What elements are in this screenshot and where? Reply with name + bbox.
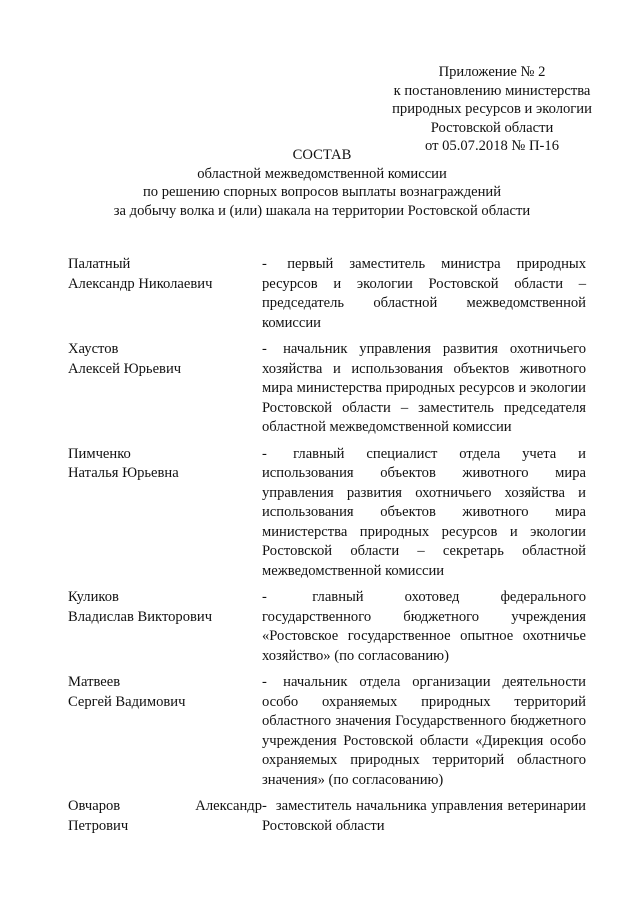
heading-line-2: по решению спорных вопросов выплаты вознаграждений [142,184,502,201]
member-surname: Хаустов [68,341,119,357]
document-title: СОСТАВ [292,147,352,163]
member-given-names: Петрович [68,817,129,834]
member-role [262,255,586,333]
member-name [68,673,262,790]
member-given-names: Сергей Вадимович [68,693,186,710]
member-row [68,255,586,333]
member-name [68,255,262,333]
appendix-header [380,63,604,156]
heading-line-1: областной межведомственной комиссии [197,165,447,182]
member-surname: Пимченко [68,445,131,462]
appendix-ministry-line: природных ресурсов и экологии [392,101,592,118]
member-given-names: Владислав Викторович [68,608,213,625]
member-given-names: Александр Николаевич [68,275,213,292]
member-name [68,340,262,438]
member-given-names: Наталья Юрьевна [68,465,179,481]
member-role-text: первый заместитель министра природных ресурсов и экологии Ростовской области – председатель областной межведомственной комиссии [262,256,586,331]
member-role [262,588,586,666]
member-role-text: заместитель начальника управления ветеринарии Ростовской области [262,798,586,834]
member-name [68,588,262,666]
appendix-resolution-line: к постановлению министерства [393,82,591,99]
member-row [68,445,586,582]
member-name [68,797,262,836]
heading-line-3: за добычу волка и (или) шакала на территории Ростовской области [113,202,531,219]
member-role-text: главный специалист отдела учета и использования объектов животного мира управления развития охотничьего хозяйства и использования объектов животного мира министерства природных ресурсов и экологии Ростовской области – секретарь областной межведомственной комиссии [262,445,586,579]
member-role-text: начальник отдела организации деятельности особо охраняемых природных территорий областного значения Государственного бюджетного учреждения Ростовской области «Дирекция особо охраняемых природных территорий областного значения» (по согласованию) [262,674,586,788]
role-dash: - [262,798,267,814]
document-heading [60,146,584,220]
member-surname: Овчаров Александр [68,798,262,814]
member-role [262,445,586,582]
member-row [68,340,586,438]
member-surname: Куликов [68,589,119,605]
member-row [68,673,586,790]
appendix-date-number: от 05.07.2018 № П-16 [424,138,560,155]
member-role [262,797,586,836]
member-given-names: Алексей Юрьевич [68,360,182,377]
member-role-text: главный охотовед федерального государственного бюджетного учреждения «Ростовское государственное опытное охотничье хозяйство» (по согласованию) [262,589,586,664]
role-dash: - [262,445,267,462]
member-surname: Матвеев [68,674,121,690]
role-dash: - [262,341,267,357]
role-dash: - [262,674,267,690]
member-row [68,797,586,836]
member-name [68,445,262,582]
commission-roster [68,255,586,843]
member-row [68,588,586,666]
member-surname: Палатный [68,256,131,272]
member-role [262,673,586,790]
member-role [262,340,586,438]
appendix-region-line: Ростовской области [430,119,554,136]
appendix-number: Приложение № 2 [438,64,546,80]
member-role-text: начальник управления развития охотничьего хозяйства и использования объектов животного мира министерства природных ресурсов и экологии Ростовской области – заместитель председателя областной межведомственной комиссии [262,341,586,435]
role-dash: - [262,589,267,605]
role-dash: - [262,256,267,272]
